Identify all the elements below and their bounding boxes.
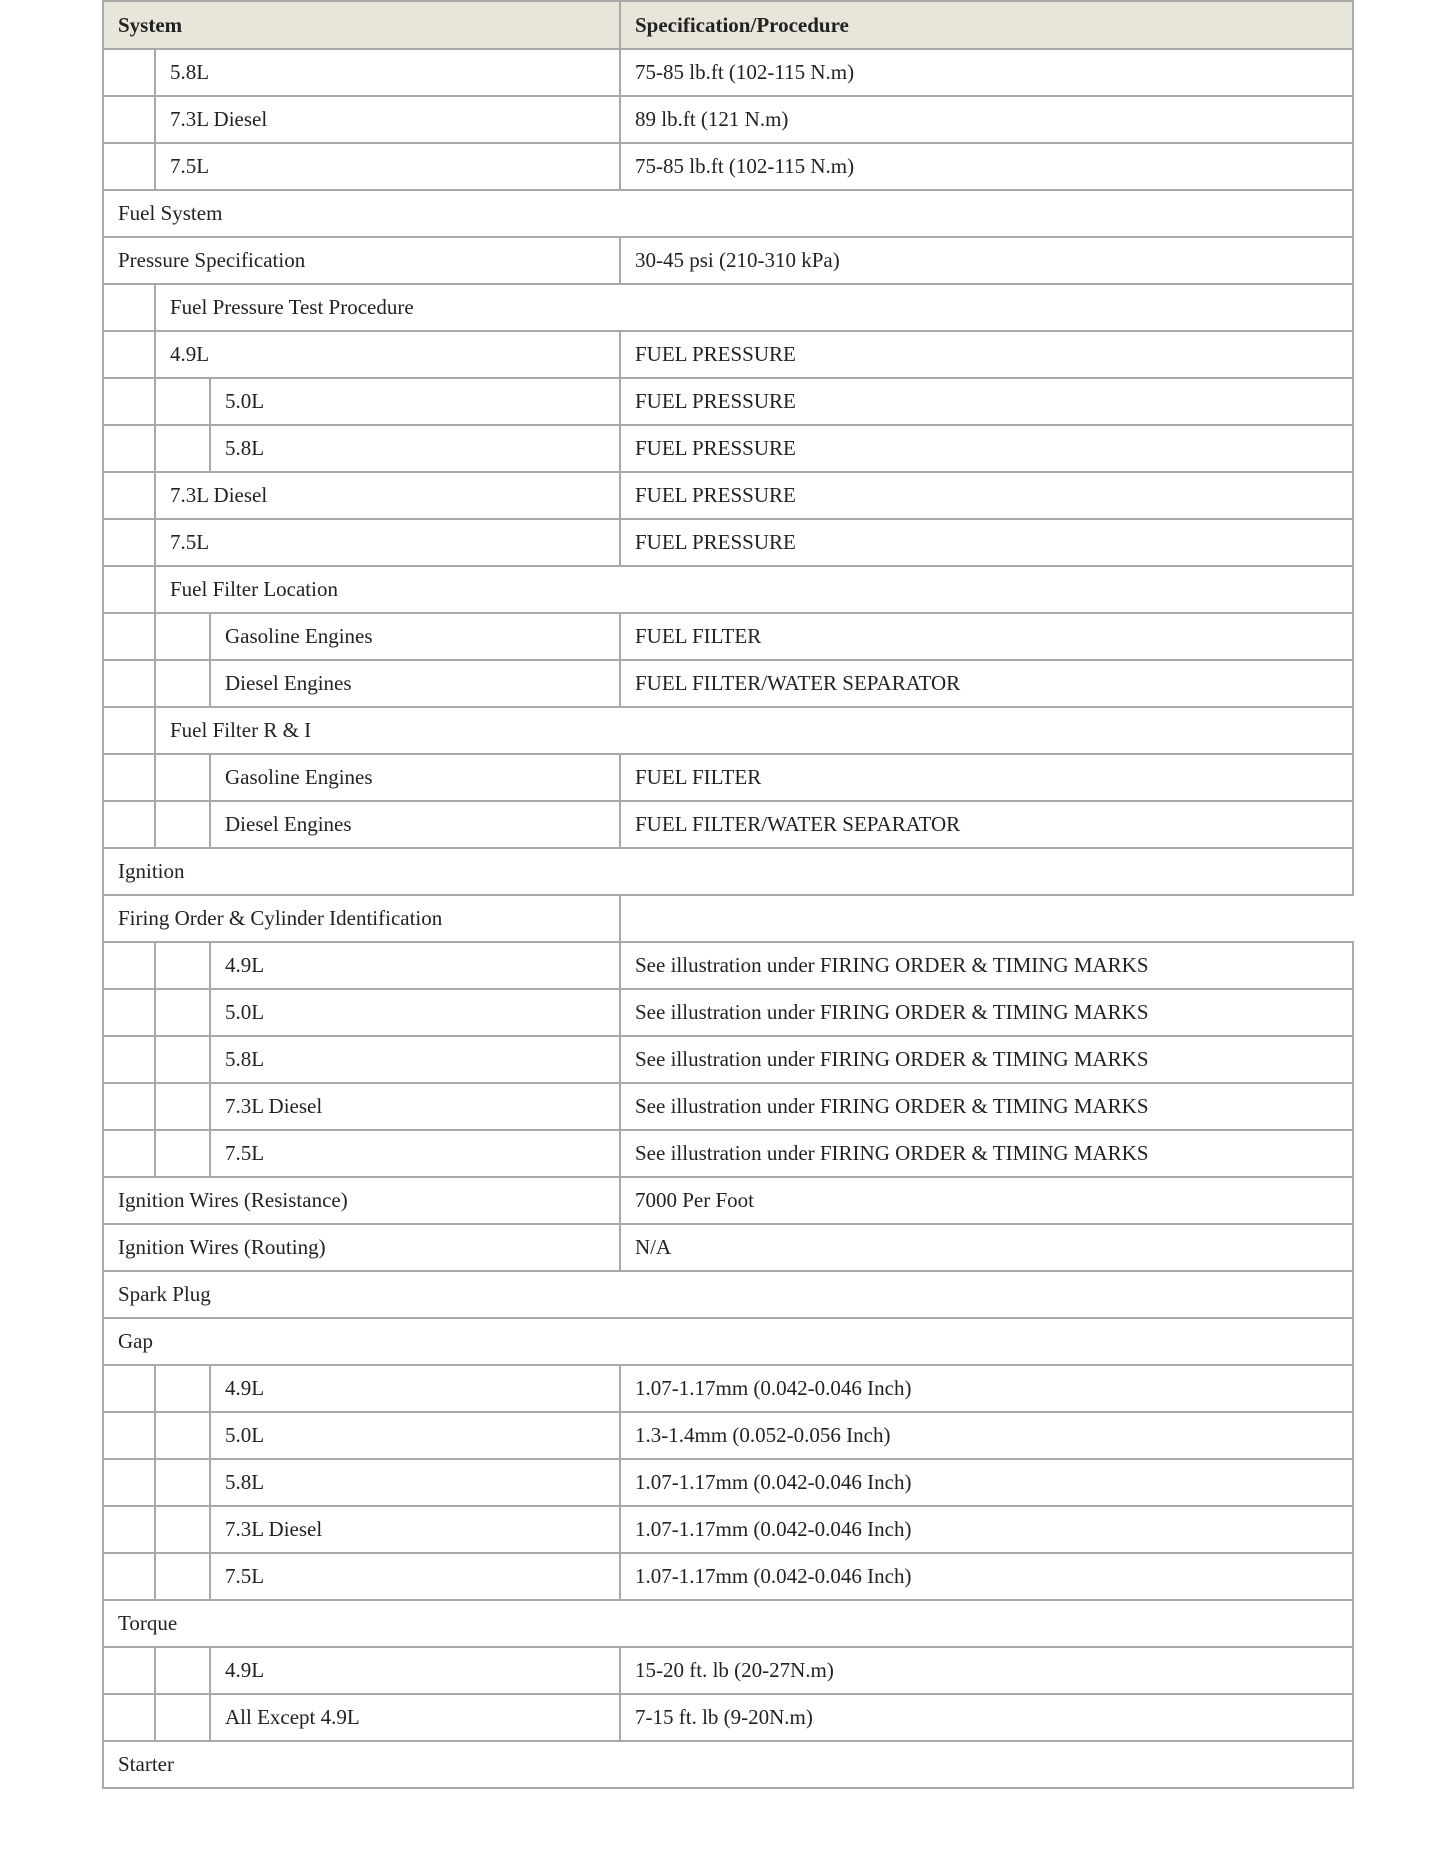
row-value: FUEL FILTER [620,754,1353,801]
row-value: 15-20 ft. lb (20-27N.m) [620,1647,1353,1694]
specification-table [102,0,1354,1789]
table-row [103,1036,1353,1083]
indent-cell [103,331,155,378]
row-label: Diesel Engines [210,660,620,707]
table-header-row [103,1,1353,49]
subsection-row [103,1741,1353,1788]
section-row [103,1271,1353,1318]
subsection-heading: Fuel Filter R & I [155,707,1353,754]
table-row [103,942,1353,989]
indent-cell [103,49,155,96]
table-row [103,1647,1353,1694]
table-row [103,472,1353,519]
row-value: 1.3-1.4mm (0.052-0.056 Inch) [620,1412,1353,1459]
indent-cell [155,1459,210,1506]
subsection-row [103,284,1353,331]
section-row [103,848,1353,895]
row-label: 5.8L [210,425,620,472]
row-value: 7000 Per Foot [620,1177,1353,1224]
table-row [103,1224,1353,1271]
indent-cell [103,613,155,660]
section-heading: Fuel System [103,190,1353,237]
row-label: 5.0L [210,1412,620,1459]
row-value: N/A [620,1224,1353,1271]
indent-cell [103,1553,155,1600]
indent-cell [155,660,210,707]
indent-cell [155,1130,210,1177]
row-label: 7.3L Diesel [155,472,620,519]
section-heading: Ignition [103,848,1353,895]
row-label: 7.3L Diesel [210,1083,620,1130]
row-label: Gasoline Engines [210,613,620,660]
row-value: 1.07-1.17mm (0.042-0.046 Inch) [620,1459,1353,1506]
table-row [103,1459,1353,1506]
row-label: All Except 4.9L [210,1694,620,1741]
row-label: 4.9L [210,1365,620,1412]
table-row [103,1553,1353,1600]
table-row [103,989,1353,1036]
indent-cell [103,660,155,707]
row-value: FUEL PRESSURE [620,425,1353,472]
row-value: FUEL PRESSURE [620,519,1353,566]
table-row [103,331,1353,378]
indent-cell [103,566,155,613]
indent-cell [103,942,155,989]
indent-cell [155,1083,210,1130]
indent-cell [155,613,210,660]
row-label: Pressure Specification [103,237,620,284]
indent-cell [103,519,155,566]
row-value: 89 lb.ft (121 N.m) [620,96,1353,143]
table-row [103,801,1353,848]
row-value: See illustration under FIRING ORDER & TIMING MARKS [620,942,1353,989]
table-row [103,1506,1353,1553]
table-row [103,1083,1353,1130]
table-row [103,613,1353,660]
row-label: 7.5L [210,1553,620,1600]
row-label: 4.9L [210,942,620,989]
indent-cell [103,1694,155,1741]
row-label: Diesel Engines [210,801,620,848]
indent-cell [103,1130,155,1177]
indent-cell [103,1459,155,1506]
table-row [103,754,1353,801]
subsection-heading: Starter [103,1741,1353,1788]
indent-cell [103,1365,155,1412]
row-label: Ignition Wires (Routing) [103,1224,620,1271]
subsection-heading: Gap [103,1318,1353,1365]
indent-cell [103,1506,155,1553]
table-row [103,895,1353,942]
row-value: 75-85 lb.ft (102-115 N.m) [620,143,1353,190]
row-label: 5.8L [210,1459,620,1506]
indent-cell [103,1412,155,1459]
section-heading: Spark Plug [103,1271,1353,1318]
row-value: 1.07-1.17mm (0.042-0.046 Inch) [620,1365,1353,1412]
row-value: See illustration under FIRING ORDER & TIMING MARKS [620,989,1353,1036]
indent-cell [155,989,210,1036]
subsection-heading: Torque [103,1600,1353,1647]
header-system: System [103,1,620,49]
row-label: 4.9L [155,331,620,378]
subsection-row [103,566,1353,613]
indent-cell [103,754,155,801]
indent-cell [155,1506,210,1553]
indent-cell [103,96,155,143]
row-label: 4.9L [210,1647,620,1694]
row-value: FUEL FILTER/WATER SEPARATOR [620,801,1353,848]
indent-cell [155,801,210,848]
table-row [103,237,1353,284]
subsection-row [103,1318,1353,1365]
indent-cell [155,942,210,989]
indent-cell [103,707,155,754]
row-label: 7.3L Diesel [155,96,620,143]
indent-cell [103,1036,155,1083]
row-value: 75-85 lb.ft (102-115 N.m) [620,49,1353,96]
row-value: FUEL PRESSURE [620,331,1353,378]
indent-cell [155,1553,210,1600]
row-label: 7.3L Diesel [210,1506,620,1553]
table-row [103,96,1353,143]
section-row [103,190,1353,237]
subsection-row [103,1600,1353,1647]
empty-value-cell [620,895,1353,942]
row-label: 5.8L [155,49,620,96]
table-row [103,660,1353,707]
table-row [103,1130,1353,1177]
indent-cell [103,989,155,1036]
indent-cell [155,1647,210,1694]
row-value: 7-15 ft. lb (9-20N.m) [620,1694,1353,1741]
indent-cell [155,1365,210,1412]
row-value: FUEL PRESSURE [620,472,1353,519]
row-label: Firing Order & Cylinder Identification [103,895,620,942]
row-label: 5.0L [210,989,620,1036]
row-value: 1.07-1.17mm (0.042-0.046 Inch) [620,1506,1353,1553]
indent-cell [103,1083,155,1130]
row-label: 5.8L [210,1036,620,1083]
indent-cell [103,472,155,519]
row-value: FUEL FILTER/WATER SEPARATOR [620,660,1353,707]
row-value: See illustration under FIRING ORDER & TIMING MARKS [620,1083,1353,1130]
indent-cell [103,378,155,425]
subsection-heading: Fuel Filter Location [155,566,1353,613]
row-label: 5.0L [210,378,620,425]
indent-cell [155,1412,210,1459]
table-row [103,378,1353,425]
row-label: Gasoline Engines [210,754,620,801]
header-specification: Specification/Procedure [620,1,1353,49]
indent-cell [103,801,155,848]
row-label: 7.5L [155,143,620,190]
table-row [103,519,1353,566]
table-row [103,143,1353,190]
row-label: 7.5L [210,1130,620,1177]
subsection-row [103,707,1353,754]
indent-cell [155,754,210,801]
table-row [103,1694,1353,1741]
table-row [103,49,1353,96]
indent-cell [103,425,155,472]
indent-cell [103,284,155,331]
indent-cell [103,143,155,190]
row-label: 7.5L [155,519,620,566]
row-value: See illustration under FIRING ORDER & TIMING MARKS [620,1130,1353,1177]
subsection-heading: Fuel Pressure Test Procedure [155,284,1353,331]
row-value: FUEL FILTER [620,613,1353,660]
table-row [103,1365,1353,1412]
indent-cell [155,1694,210,1741]
row-label: Ignition Wires (Resistance) [103,1177,620,1224]
indent-cell [155,425,210,472]
indent-cell [155,378,210,425]
row-value: FUEL PRESSURE [620,378,1353,425]
row-value: 1.07-1.17mm (0.042-0.046 Inch) [620,1553,1353,1600]
table-row [103,1412,1353,1459]
table-row [103,425,1353,472]
indent-cell [103,1647,155,1694]
indent-cell [155,1036,210,1083]
row-value: 30-45 psi (210-310 kPa) [620,237,1353,284]
row-value: See illustration under FIRING ORDER & TIMING MARKS [620,1036,1353,1083]
table-row [103,1177,1353,1224]
